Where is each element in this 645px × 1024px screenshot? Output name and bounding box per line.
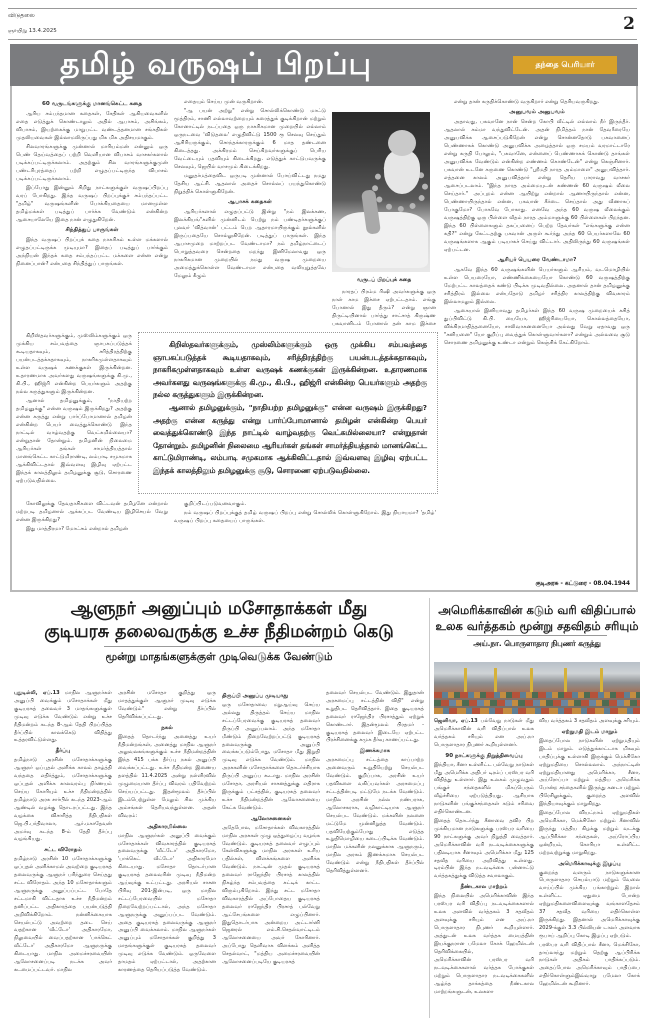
feature-column-1 xyxy=(16,98,168,328)
headline-line-2: குடியரசு தலைவருக்கு உச்ச நீதிமன்றம் கெடு xyxy=(44,622,394,642)
photo-detail xyxy=(530,668,533,694)
section-heading: ஆரியர் பெயரை வேண்டாமா? xyxy=(497,257,577,263)
paragraph: குறைந்த வளரும் நாடுகளுக்கான பொருளாதார செயல்பாடு மற்றும் வேலை வாய்ப்பில் முக்கிய பங்காற்றும் இறால் உள்ளிட்ட ஏதுமை போன்ற ஏற்றுமதிகளைவிளைவுக்கு வங்காளதேசம் 37 சதவீத வரியை எதிர்கொள்ள இருக்கிறது. இதனால் அமெரிக்காவுக்கு 2029-க்குள் 3.3 பில்லியன் டாலர் அளவாக ரூபாய் ஆறிப்பு கோடி இழப்பு ஏற்படும். xyxy=(539,869,640,939)
story1-headline xyxy=(10,598,428,686)
paragraph: பரஸ்பர வரி விதிப்பால் சீனா, மெக்சிகோ, தாய்லாந்து மற்றும் தெற்கு ஆப்பிரிக்க நாடுகள் அதிகம் பாதிக்கப்படும். அதைப்போல அமெரிக்காவும் பாதிப்பை எதிர்கொள்ளும்இவ்வாறு பமேலா கோக் ஹேமில்டன் கூறினார். xyxy=(539,941,640,988)
paragraph: இந்த நிலையில் அமெரிக்காவின் இந்த பரஸ்பர வரி விதிப்பு நடவடிக்கைகளால் உலக அளவில் வர்த்தகம் 3 சதவீதம் அளவுக்கு சரியும் என அய்.நா பொருளாதார நிபுணர் கூறியுள்ளார். அத்துடன் உலக வர்த்தக மையத்தின் இயக்குநரான பமேலா கோக் ஹேமில்டன் தெரிவிக்கையில், xyxy=(434,893,534,955)
paragraph: சிலவாரங்களுக்கு முன்னால் மாரியம்மன் என்னும் ஒரு பெண் தெய்வத்தைப் பற்றி வெளியான விபாசம் வாசகர்களால் படிக்கப்பட்டிருக்கலாம். அதற்கும் சில வாரங்களுக்குமுன் பண்டரிபுரத்தைப் பற்றி எழுதப்பட்டிருந்த விபாசம் படிக்கப்பட்டிருக்கலாம். xyxy=(16,144,168,182)
headline-line-2: உலக வர்த்தகம் மூன்று சதவிதம் சரியும் xyxy=(435,619,639,633)
paragraph: நாரதப் பிரம்ம ரிஷி அவர்களுக்கு ஒரு நாள் காம இச்சை ஏற்பட்டதாம். எங்கு போனால் இது தீரும்? என்று ஞான திருட்டியினால் பார்த்து சாட்சாத் கிருஷ்ண பகவானிடம் போனால் தன் காம இச்சை xyxy=(332,289,436,327)
container-port-photo xyxy=(434,662,640,714)
masthead xyxy=(8,8,637,40)
paragraph: மனுதர்மத்தைவிட ஒருபடி முன்னால் போய்விட்டது நமது தேசிய ஆட்சி. ஆதலால் அதைச் சொல்லப் பயந்துகொண்டு நிறுத்திக் கொள்ளுகிறேன். xyxy=(174,173,326,195)
paragraph: இப்போது இன்னும் சிறிது நாட்களுக்குள் வருஷப்பிறப்பு வரப் போகிறது. இந்த வருஷப் பிறப்புக்குச் சம்பந்தப்பட்ட "தமிழ்" வருஷங்களின் போக்கியதையை மானமுள்ள தமிழ்மக்கள் படித்துப் பார்க்க வேண்டும் என்கின்ற ஆசையாலேயே இதை நான் எழுதுகிறேன். xyxy=(16,185,168,223)
headline-line-1: ஆளுநர் அனுப்பும் மசோதாக்கள் மீது xyxy=(70,599,368,619)
section-heading: 60 வருடங்களுக்கு மானங்கெட்ட கதை xyxy=(42,101,142,107)
paragraph: இதைப்போல நாடுகளின் ஏற்றுமதியும் இடம் மாறும். எடுத்துக்காட்டாக மிகவும் பாதிப்புக்கு உள்ளாகி இருக்கும் மெக்சிகோ ஏற்றுமதியை சொல்லலாம். அந்நாட்டின் ஏற்றுமதியானது அமெரிக்கா, சீனா, அய்ரோப்பா மற்றும் மத்திய அமெரிக்க போன்ற சந்தைகளில் இருந்து கனடா மற்றும் பிரேசிலுக்கும், குறைந்த அளவில் இந்தியாவுக்கும் மாறுகிறது. xyxy=(539,737,640,808)
section-heading: ஆலோசனைகள் xyxy=(250,815,292,822)
section-heading: சட்ட விரோதம் xyxy=(44,847,82,854)
photo-caption: வருடப் பிறப்புக் கதை xyxy=(356,277,412,283)
author-tag: தந்தை பெரியார் xyxy=(513,56,617,74)
photo-detail xyxy=(434,700,640,706)
photo-detail xyxy=(434,708,640,714)
feature-banner xyxy=(10,44,638,86)
story1-column-1 xyxy=(14,690,112,1020)
section-heading: ஆபாசக் கதைகள் xyxy=(228,199,272,205)
paragraph: தமிழ்நாடு அரசின் மசோதாக்களுக்கு ஆளுநர் ஒப்புதல் அளிக்க காலம் தாழ்த்தி வந்ததை எதிர்த்தும், மசோதாக்களுக்கு ஒப்புதல் அளிக்க காலவரம்பு நிர்ணயம் செய்ய கோரியும் உச்ச நீதிமன்றத்தில் தமிழ்நாடு அரசு சார்பில் கடந்த 2023-ஆம் ஆண்டில் வழக்கு தொடரப்பட்டது. இந்த வழக்கை விசாரித்த நீதிபதிகள் ஜெ.பி.பர்திவாலா, ஆர்.மகாதேவன் அமர்வு கடந்த 8-ம் தேதி தீர்ப்பு வழங்கியது. xyxy=(14,757,112,843)
photo-detail xyxy=(564,668,567,694)
subheadline: மூன்று மாதங்களுக்குள் முடிவெடுக்க வேண்டும் xyxy=(105,651,333,663)
paragraph: அதாவது, பகவானே நான் சென்ற கோபி வீட்டில் எல்லாம் நீர் இருந்தீர். ஆதலால் சும்மா வந்துவிட்டேன். அதன் நிமித்தம் நான் தேவரீரையே அனுபவிக்க ஆசைப்படுகிறேன் என்று சொன்னதோடு பகவானைப் பெண்ணாகக் கொண்டு அனுபவிக்க அழைத்தால் ஒரு சமயம் வரமாட்டாரே என்று கருதி போலும், "பகவானே, என்னைப் பெண்ணாகக் கொண்டு தாங்கள் அனுபவிக்க வேண்டும் என்கின்ற எண்ணம் கொண்டேன்" என்று கெஞ்சினார். பகவான் உடனே கருணை கொண்டு "ஸ்ரீமதி நாரத அம்மாளை" அனுபவித்தார். எத்தனை காலம் அனுபவித்தார் என்று தெரிய பாராவது வாசகர் ஆசைப்படலாம். "இந்த நாரத அம்மையுடன் கண்ணன் 60 வருஷம் லீலை செய்தார்." அப்புறம் என்ன ஆயிற்று என்றால் ஆணாயிருந்தால் என்ன, பெண்ணாயிருந்தால் என்ன, பகவான் கீர்டை செய்தால் அது வீணாகப் போகுமோ? போகவே போகாது. எனவே அந்த 60 வருஷ லீலைக்கும் வருஷத்திற்கு ஒரு பிள்ளை வீதம் நாரத அம்மாளுக்கு 60 பிள்ளைகள் பிறந்தன. இந்த 60 பிள்ளைகளும் தகப்பனைப் பெற்ற தேவர்கள் "எங்களுக்கு என்ன கதி?" என்று கேட்டதற்கு பகவான் அருள் கூர்ந்து அந்த 60 பெயர்களாலே 60 வருஷங்களாக ஆகும் படியாகச் செய்து விட்டார். அதிலிருந்து 60 வருஷங்கள் ஏற்பட்டன. xyxy=(444,119,630,253)
headline-line-1: அமெரிக்காவின் கடும் வரி விதிப்பால் xyxy=(438,603,636,617)
subheadline: அய்.நா. பொருளாதார நிபுணர் கருத்து xyxy=(473,639,601,648)
paragraph: மாநில ஆளுநர்கள் அனுப்பி வைக்கும் மசோதாக்கள் விவகாரத்தில் குடியரசுத் தலைவருக்கு 'வீட்டோ' அதிகாரமோ, 'பாக்கெட் வீட்டோ' அதிகாரமோ கிடையாது. மசோதா தொடர்பான குடியரசுத் தலைவரின் முடிவு நீதிமன்ற ஆய்வுக்கு உட்பட்டது. அரசியல் சாசன பிரிவு 201-இன்படி, ஒரு மாநில சட்டப்பேரவையில் மசோதா நிறைவேற்றப்பட்டால், அந்த மசோதா ஆளுநருக்கு அனுப்பப்பட வேண்டும். அதை குடியரசுத் தலைவருக்கு ஆளுநர் அனுப்பி வைக்கலாம். மாநில ஆளுநர்கள் அனுப்பும் மசோதாக்கள் குறித்து 3 மாதங்களுக்குள் குடியரசுத் தலைவர் முடிவு எடுக்க வேண்டும். ஒருவேளை தாமதம் ஏற்பட்டால், அதற்கான காரணத்தை தெரியப்படுத்த வேண்டும். xyxy=(118,832,216,973)
paragraph: விய வர்த்தகம் 3 சதவீதம் அளவுக்கு சரியும். xyxy=(539,718,640,724)
section-heading: அதிகாரமில்லை xyxy=(147,823,187,830)
page-number: 2 xyxy=(623,14,635,34)
paragraph: அதேபோல, மசோதாக்கள் விவகாரத்தில் மாநில அரசுகள் முழு ஒத்துழைப்பு வழங்க வேண்டும். குடியரசுத் தலைவர் எழுப்பும் கேள்விகளுக்கு மாநில அரசுகள் உரிய பதில்கள், விளக்கங்களை அளிக்க வேண்டும். நாட்டின் முதல் குடியரசுத் தலைவர் ராஜேந்திர பிரசாத் காலத்தில் நிகழ்ந்த சம்பவத்தை சுட்டிக் காட்ட விரும்புகிறோம். இந்து சட்ட மசோதா விவகாரத்தில் அப்போதைய குடியரசுத் தலைவர் ராஜேந்திர பிரசாத் பல்வேறு ஆட்சேபங்களை எழுப்பினார். இதுதொடர்பாக அன்றைய அட்டார்னி ஜெனரல் எம்.சி.செதல்வாட்டிடம் ஆலோசனையை அவர் கோரினார். அப்போது தெளிவாக விளக்கம் அளித்த செதல்வாட், "மத்திய அமைச்சரவையின் ஆலோசனைப்படியே குடியரசுத் xyxy=(222,824,320,966)
photo-detail xyxy=(600,668,603,694)
story2-headline xyxy=(434,602,640,660)
dateline: புதுடில்லி, ஏப்.13 xyxy=(14,690,60,696)
paragraph: பல்வேறு நாடுகள் மீது அமெரிக்காவின் வரி விதிப்பால் உலக வர்த்தகம் சரியும் என அய்.நா பொருளாதார நிபுணர் கூறியுள்ளனர். xyxy=(434,718,534,748)
feature-title: தமிழ் வருஷப் பிறப்பு xyxy=(60,47,372,82)
paragraph: ஆனால் தமிழனுக்கும், "நாதியற்ற தமிழனுக்கு" என்ன வருஷம் இருக்கிறது? அதற்கு என்ன கருத்து என்று பார்ப்போமானால் தமிழன் என்கின்ற பெயர் வைத்துக்கொண்டு இந்த நாட்டில் வாழ்வதற்கு வெட்கமில்லையா? என்றுதான் தோன்றும். தமிழனின் நிலைமை ஆரியர்கள் தங்கள் சாமர்த்தியத்தால் மானங்கெட்ட காட்டுமிராண்டி, லம்பாடி சமுகமாக ஆக்கிவிட்டதால் இவ்வளவு இழிவு ஏற்பட்ட இந்தக் காலத்திலும் தமிழனுக்கு சூடு, சொரணை ஏற்படுவதில்லை. xyxy=(16,398,132,484)
paragraph: இந்த வருஷப் பிறப்புக் கதை நாகரிகம் உள்ள மக்களால் எழுதப்பட்டிருக்க முடியுமா? இதைப் படித்துப் பார்க்கும் அந்நியன் இந்தக் கதை சம்பந்தப்பட்ட மக்களை என்ன என்று நினைப்பான்? என்பதை சிந்தித்துப் பாருங்கள். xyxy=(16,237,168,267)
paragraph: தலைவர் செயல்பட வேண்டும். இதுதான் அரசமைப்பு சட்டத்தின் விதி" என்று உறுதிபட தெரிவித்தார். இதை குடியரசுத் தலைவர் ராஜேந்திர பிரசாத்தும் ஏற்றுக் கொண்டார். இதன்மூலம் பிரதமர் - குடியரசுத் தலைவர் இடையே ஏற்பட்ட பிரச்சினைக்கு சுமுக தீர்வு காணப்பட்டது. xyxy=(326,690,424,744)
headline-rule xyxy=(104,646,334,647)
paragraph: கோவிலுக்கு தேவதாசிகளை விட்டவன் தமிழனே என்றால் மற்றபடி தமிழனால் ஆக்கப்பட வேண்டிய இழிசெயல் வேறு என்ன இருக்கிறது? xyxy=(16,501,168,523)
feature-column-1-narrow xyxy=(16,332,132,494)
paragraph: இதைப்போல வியட்நாம் ஏற்றுமதிகள் அமெரிக்கா, மெக்சிகோ மற்றும் சீனாவில் இருந்து மத்திய கிழக்கு மற்றும் வடக்கு ஆப்பிரிக்கா சந்தைகள், அய்ரோப்பிய ஒன்றியம், கொரியா உள்ளிட்ட மற்றவற்றுக்கு மாறுகிறது. xyxy=(539,810,640,856)
paragraph: இந்தியா, சீனா உள்ளிட்ட பல்வேறு நாடுகள் மீது அமெரிக்க அதிபர் டிரம்ப் பரஸ்பர வரி விதித்து உள்ளார். இது உலகம் முழுவதும் பங்குச் சந்தைகளில் மிகப்பெரும் வீழ்ச்சியை ஏற்படுத்தியது. ஆசியாக நாடுகளின் பங்குச்சந்தைகள் கடும் சரிவை எதிர்கொண்டன. xyxy=(434,761,534,816)
paragraph: ஆரிய சம்பந்தமான கதைகள், சேதிகள் ஆகியவைகளில் எதை எடுத்துக் கொண்டாலும் அதில் ஆபாசம், அசிங்கம், விபாசம், இயற்கைக்கு மாறுபட்ட வண்டத்தனமான சங்கதிகள் முதலியவைகள் இல்லாமலிருப்பது மிக மிக அதிசயமாகும். xyxy=(16,111,168,141)
paragraph: அமெரிக்காவின் பரஸ்பர வரி நடவடிக்கைகளால் வர்த்தக போக்குகள் மற்றும் பொருளாதார நடவடிக்கைகளில் ஆழ்ந்த தாக்கத்தை நீண்டகால மாற்றங்களுடன், உலகளா xyxy=(434,957,534,996)
pull-quote xyxy=(138,332,438,494)
paragraph: நம் வருஷப் பிறப்புக்குத் தமிழ் வருஷப் பிறப்பு என்று சொல்லிக் கொள்ளுகிறோம். இது நியாயமா? 'தமிழ்' வருஷப் பிறப்பு கதையைப் பாருங்கள். xyxy=(174,510,436,524)
paper-name: விடுதலை xyxy=(8,12,35,19)
paragraph: ஆரியர்களால் எழுதப்பட்டு இன்று "நம் இலக்கண, இலக்கியங்"களில் முன்னிடம் பெற்று நம் பண்டிதர்களுக்குப் புலவர் 'வித்வான்' பட்டம் பெற ஆதாரமாயிருக்கும் நூல்களில் இருப்பதையே சொல்லுகிறேன். படித்துப் பாருங்கள். இந்த ஆபாசமுறை மாற்றப்பட வேண்டாமா? நம் தமிழ்நாட்டைப் பொறுத்தவரை சென்றதை மறந்து இனிமேலாவது ஒரு நாகரிகமான முறையில் நமது வருஷ முறையை அமைத்துக்கொள்ள வேண்டாமா என்பதை வலியுறுத்தவே மேலும் கீழும் xyxy=(174,209,326,279)
section-heading: 90 நாட்களுக்கு நிறுத்திவைப்பு xyxy=(445,752,523,759)
feature-column-1-bottom xyxy=(16,500,168,588)
feature-column-3-top xyxy=(332,288,436,328)
story1-column-3 xyxy=(222,690,320,1020)
section-heading: தீர்ப்பு xyxy=(55,748,71,755)
section-heading: நகல் xyxy=(161,724,173,731)
dateline: ஜெனிவா, ஏப்.13 xyxy=(434,718,478,724)
section-heading: ஏற்றுமதி இடம் மாறும் xyxy=(561,728,618,735)
paragraph: குறிப்பிடப்படுவனவாகும். xyxy=(184,501,247,507)
section-heading: சிந்தித்துப் பாருங்கள் xyxy=(65,227,119,233)
paragraph: "ஆ பயன் அற்று" என்று சொல்லிக்கொண்டு மாட்டு மூத்திரம், சாணி எல்லாவற்றையும் கரைத்துக் குடிக்கிறான் மற்றும் கோனாட்டில் நடப்பதை ஒரு நாகரிகமான முறையில் எல்லாம் ஒருநடவை 'விடுதலை' எழுதிவிட்டு 1500 ரூ செலவு செய்தும் ஆசிரியருக்கும், சொந்தக்காரருக்கும் 6 மாத தண்டனை கிடைத்தது. அக்கிரமம் செய்கிறவர்களுக்குப் பெரிய வேட்டையும் பதவியும் கிடைக்கிறது. எடுத்துக் காட்டுபவருக்கு செலவும், ஜெயில் வாசமும் கிடைக்கிறது. xyxy=(174,108,326,170)
paragraph: இதைத் தொடர்ந்து சீனாவை தவிர பிற முக்கியமான நாடுகளுக்கு பரஸ்பர வரியை 90 நாட்களுக்கு அவர் நிறுத்தி வைத்தார். அமெரிக்காவின் வரி நடவடிக்கைகளுக்கு பதிலடியாக சீனாவும் அமெரிக்கா மீது 125 சதவீத வரியை அறிவித்து உள்ளது. டிரம்பின் இந்த நடவடிக்கை பன்னாட்டு வர்த்தகத்துக்கு விடுத்த சவாலாகும். xyxy=(434,817,534,880)
paragraph: எதையும் செய்ய முன் வருகிறான். xyxy=(184,99,264,105)
column-divider xyxy=(429,598,430,1018)
paragraph: அரசமைப்பு சட்டத்தை காப்பாற்ற அனைவரும் உறுதியேற்று செயல்பட வேண்டும். குறிப்பாக, அரசின் உயர் பதவிகளை வகிப்பவர்கள் அரசமைப்பு சட்டத்தின்படி மட்டுமே நடக்க வேண்டும். மாநில அரசின் நல்ல நண்பராக, ஆலோசகராக, வழிகாட்டியாக ஆளுநர் செயல்பட வேண்டும். மக்களின் நலனை மட்டுமே முன்னிறுத்த வேண்டும். பதவியேற்கும்போது எடுத்த உறுதிமொழியை கடைப்பிடிக்க வேண்டும். மாநில மக்களின் நலனுக்காக ஆளுநரும், மாநில அரசும் இணக்கமாக செயல்பட வேண்டும் என்று நீதிபதிகள் தீர்ப்பில் தெரிவித்துள்ளனர். xyxy=(326,757,424,875)
section-heading: நீண்டகால மாற்றம் xyxy=(460,884,508,891)
paragraph: மாநில ஆளுநர்கள் அனுப்பி வைக்கும் மசோதாக்கள் மீது குடியரசுத் தலைவர் 3 மாதங்களுக்குள் முடிவு எடுக்க வேண்டும் என்று உச்ச நீதிமன்றம் கடந்த 8-ஆம் தேதி பிறப்பித்த தீர்ப்பில் காலக்கெடு விதித்து உத்தரவிட்டுள்ளது. xyxy=(14,690,112,744)
paragraph: ஒரு மசோதாவை மறுஆய்வு செய்ய அல்லது திருத்தம் செய்ய மாநில சட்டப்பேரவைக்கு குடியரசுத் தலைவர் திருப்பி அனுப்பலாம். அந்த மசோதா மீண்டும் நிறைவேற்றப்பட்டு குடியரசுத் தலைவருக்கு அனுப்பி வைக்கப்படும்போது, மசோதா மீது இறுதி முடிவு எடுக்க வேண்டும். மாநில அரசுகளின் மசோதாக்களை தொடர்ச்சியாக திருப்பி அனுப்ப கூடாது. மாநில அரசின் மசோதா, அரசியல் சாசனத்துக்கு எதிராக இருக்கும் பட்சத்தில், குடியரசுத் தலைவர் உச்ச நீதிமன்றத்தின் ஆலோசனையை கேட்க வேண்டும். xyxy=(222,702,320,811)
feature-column-2-bottom xyxy=(174,500,436,588)
photo-detail xyxy=(494,668,497,694)
story1-column-2 xyxy=(118,690,216,1020)
story2-column-1 xyxy=(434,718,534,1020)
paragraph: என்று தான் கருதிக்கொண்டு வருகிறார் என்று தெரியவருகிறது. xyxy=(454,99,600,105)
photo-detail xyxy=(464,668,467,694)
paragraph: கிறிஸ்தவர்களுக்கும், முஸ்லிம்களுக்கும் ஒரு முக்கிய சம்பவத்தை ஞாபகப்படுத்தக் கூடியதாகவும், சரித்திரத்திற்கு பயன்படத்தக்கதாகவும், நாகரிகமுள்ளதாகவும் உள்ள வருஷக் கணக்குகள் இருக்கின்றன. உதாரணமாக அவர்களது வருஷங்களுக்கு கி.மு., கி.பி., ஹிஜ்ரி என்கின்ற பெயர்களும் அதற்கு நல்ல கருத்துகளும் இருக்கின்றன. xyxy=(16,333,132,395)
source-credit: குடிஅரசு - கட்டுரை - 08.04.1944 xyxy=(535,581,630,587)
pull-quote-paragraph: ஆனால் தமிழனுக்கும், "நாதியற்ற தமிழனுக்கு" என்ன வருஷம் இருக்கிறது? அதற்கு என்ன கருத்து என்று பார்ப்போமானால் தமிழன் என்கின்ற பெயர் வைத்துக்கொண்டு இந்த நாட்டில் வாழ்வதற்கு வெட்கமில்லையா? என்றுதான் தோன்றும். தமிழனின் நிலைமை ஆரியர்கள் தங்கள் சாமர்த்தியத்தால் மானங்கெட்ட காட்டுமிராண்டி, லம்பாடி சமுகமாக ஆக்கிவிட்டதால் இவ்வளவு இழிவு ஏற்பட்ட இந்தக் காலத்திலும் தமிழனுக்கு சூடு, சொரணை ஏற்படுவதில்லை. xyxy=(153,402,427,475)
paragraph: ஆகவே இந்த 60 வருஷங்களின் பெயர்களும் ஆரியம், வடமொழியில் உள்ள பெயரையோ, எண்ணிக்கையையோ கொண்டு 60 வருஷத்திற்கு மேற்பட்ட காலத்தைக் கண்டு பிடிக்க முடிவதில்லை. அதனால் தான் தமிழனுக்கு சரித்திரம் இல்லை என்பதோடு தமிழர் சரித்திர காலத்திற்கு விவகாரம் இல்லாமலும் இல்லை. xyxy=(444,267,630,305)
paragraph: தமிழ்நாடு அரசின் 10 மசோதாக்களுக்கு ஒப்புதல் அளிக்காமல் அவற்றை குடியரசுத் தலைவருக்கு ஆளுநர் பரிந்துரை செய்தது சட்ட விரோதம். அந்த 10 மசோதாக்களும் ஆளுநருக்கு அனுப்பப்பட்ட போதே சட்டமாகி விட்டதாக உச்ச நீதிமன்றம் தனிப்பட்ட அதிகாரத்தை பயன்படுத்தி அறிவிக்கிறோம். நன்னிக்கையாக செயல்பட்டு அவற்றை தடை செய் வதற்கான 'வீட்டோ' அதிகாரமோ, நிலுவையில் வைப்பதற்கான 'பாக்கெட் வீட்டோ' அதிகாரமோ ஆளுநருக்கு கிடையாது. மாநில அமைச்சரவையின் ஆலோசனைப்படி நடக்க அவர் கடமைப்பட்டவர். மாநில xyxy=(14,856,112,973)
story1-column-4 xyxy=(326,690,424,1020)
paragraph: இது மாத்திரமா? மோட்சம் என்றால் தமிழன் xyxy=(26,526,129,532)
photo-detail xyxy=(434,692,640,698)
photo-detail xyxy=(384,150,420,194)
issue-date: ஞாயிறு 13.4.2025 xyxy=(8,28,57,34)
headline-rule xyxy=(467,635,607,636)
paragraph: ஆகையால் இனியாவது தமிழர்கள் இந்த 60 வருஷ முறையைக் கசித் துப்பிவிட்டு கி.பி. யையோ, ஹிஜ்ரியையோ, கொல்லத்தையோ, விக்கிரமாதித்தனையோ, சாலிவாகனனையோ அல்லது வேறு ஏதாவது ஒரு "சனியனை" யோ குறிப்பு வைத்துக் கொள்ளுவார்களா? என்றும் அல்லவை சூடு சொரணை தமிழனுக்கு உண்டா என்றும் கெஞ்சிக் கேட்கிறோம். xyxy=(444,308,630,346)
photo-detail xyxy=(336,212,428,268)
paragraph: இதைத் தொடர்ந்து அனைத்து உயர் நீதிமன்றங்கள், அனைத்து மாநில ஆளுநர் அலுவலகங்களுக்கும் உச்ச நீதிமன்றத்தின் இந்த 415 பக்க தீர்ப்பு நகல் அனுப்பி வைக்கப்பட்டது. உச்ச நீதிமன்ற இணைய தளத்தில் 11.4.2025 அன்று நள்ளிரவில் முழுமையான தீர்ப்பு விவரம் பதிவேற்றம் செய்யப்பட்டது. இதன்மூலம் தீர்ப்பில் இடம்பெற்றுள்ள மேலும் சில முக்கிய அம்சங்கள் தெரியவந்துள்ளன. அதன் விவரம்: xyxy=(118,733,216,819)
paragraph: அரசின் மசோதா குறித்து ஒரு மாதத்துக்குள் ஆளுநர் முடிவு எடுக்க வேண்டும்" என்று தீர்ப்பில் தெரிவிக்கப்பட்டது. xyxy=(118,690,216,720)
story2-column-2 xyxy=(539,718,640,1020)
section-heading: அனுபவம் அனுபவம் xyxy=(509,109,565,115)
section-heading: திருப்பி அனுப்ப முடியாது xyxy=(222,693,289,699)
photo-detail xyxy=(388,130,416,156)
section-heading: அமெரிக்காவுக்கு இழப்பு xyxy=(558,860,621,867)
pull-quote-paragraph: கிறிஸ்தவர்களுக்கும், முஸ்லிம்களுக்கும் ஒரு முக்கிய சம்பவத்தை ஞாபகப்படுத்தக் கூடியதாகவும், சரித்திரத்திற்கு பயன்படத்தக்கதாகவும், நாகரிகமுள்ளதாகவும் உள்ள வருஷக் கணக்குகள் இருக்கின்றன. உதாரணமாக அவர்களது வருஷங்களுக்கு கி.மு., கி.பி., ஹிஜ்ரி என்கின்ற பெயர்களும் அதற்கு நல்ல கருத்துகளும் இருக்கின்றன. xyxy=(153,340,427,400)
periyar-photo xyxy=(332,112,430,272)
feature-column-2 xyxy=(174,98,326,328)
section-heading: இணக்கமாக xyxy=(359,748,391,755)
feature-column-4 xyxy=(444,98,630,576)
